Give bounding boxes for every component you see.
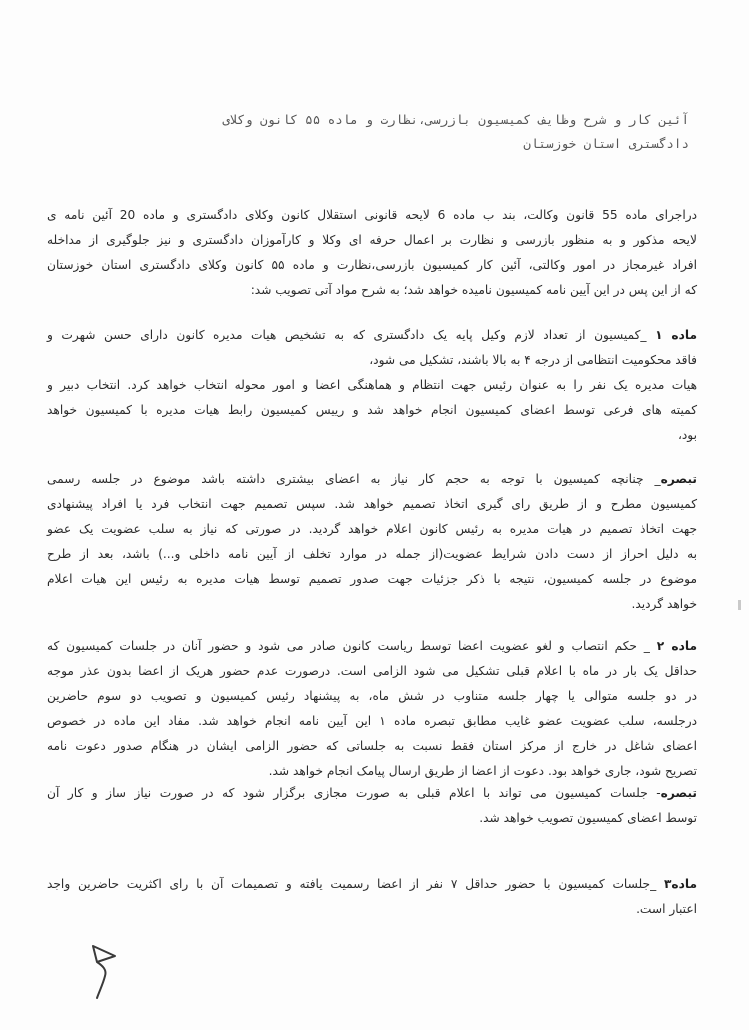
preamble-line: افراد غیرمجاز در امور وکالتی، آئین کار کمیسیون بازرسی،نظارت و ماده ۵۵ کانون وکلای دادگستری استان خوزستان	[47, 258, 697, 272]
article-2-line: تصریح شود، جاری خواهد بود. دعوت از اعضا از طریق ارسال پیامک انجام خواهد شد.	[268, 764, 697, 778]
scan-edge-mark	[738, 600, 741, 610]
article-1-line: کمیته های فرعی توسط اعضای کمیسیون انجام خواهد شد و رییس کمیسیون رابط هیات مدیره با کمیسیون خواهد	[47, 403, 697, 417]
note-1-line: کمیسیون مطرح و از طریق رای گیری اتخاذ تصمیم خواهد شد. سپس تصمیم جهت انتخاب فرد یا افراد پیشنهادی	[47, 497, 697, 511]
article-1-line: هیات مدیره یک نفر را به عنوان رئیس جهت انتظام و هماهنگی اعضا و امور محوله انتخاب خواهد کرد. انتخاب دبیر و	[47, 378, 697, 392]
note-1	[47, 467, 697, 617]
article-1-text: _کمیسیون از تعداد لازم وکیل پایه یک دادگستری که به تشخیص هیات مدیره کانون دارای حسن شهرت و	[47, 328, 647, 342]
note-2	[47, 781, 697, 831]
article-2	[47, 634, 697, 784]
article-3-label: ماده۳	[663, 877, 697, 891]
article-3-line: اعتبار است.	[636, 902, 697, 916]
article-2-line: در دو جلسه متوالی یا چهار جلسه متناوب در شش ماه، به پیشنهاد رئیس کمیسیون و تصویب دو سوم حاضرین	[47, 689, 697, 703]
article-3-text: _جلسات کمیسیون با حضور حداقل ۷ نفر از اعضا رسمیت یافته و تصمیمات آن با رای اکثریت حاضرین واجد	[47, 877, 664, 891]
note-1-line: جهت اتخاذ تصمیم در هیات مدیره به رئیس کانون اعلام خواهد گردید. در صورتی که نیاز به سلب عضویت یک عضو	[47, 522, 697, 536]
title-line-2: دادگستری استان خوزستان	[523, 136, 689, 151]
note-1-label: تبصره	[660, 472, 697, 486]
note-2-line: توسط اعضای کمیسیون تصویب خواهد شد.	[479, 811, 697, 825]
document-title	[49, 108, 689, 156]
article-3	[47, 872, 697, 922]
article-3-line	[47, 872, 697, 897]
article-2-text: _ حکم انتصاب و لغو عضویت اعضا توسط ریاست کانون صادر می شود و حضور آنان در جلسات کمیسیون که	[47, 639, 650, 653]
note-2-text: - جلسات کمیسیون می تواند با اعلام قبلی به صورت مجازی برگزار شود که در صورت نیاز ساز و کار آن	[47, 786, 661, 800]
article-1-line: فاقد محکومیت انتظامی از درجه ۴ به بالا باشند، تشکیل می شود،	[369, 353, 697, 367]
article-1-label: ماده ۱	[655, 328, 698, 342]
article-2-line: حداقل یک بار در ماه با اعلام قبلی تشکیل می شود الزامی است. درصورت عدم حضور هریک از اعضا بدون عذر موجه	[47, 664, 697, 678]
article-2-line: درجلسه، سلب عضویت عضو غایب مطابق تبصره ماده ۱ این آیین نامه انجام خواهد شد. مفاد این ماده در خصوص	[47, 714, 698, 728]
preamble-paragraph	[47, 203, 697, 303]
article-2-label: ماده ۲	[656, 639, 697, 653]
note-1-line: خواهد گردید.	[631, 597, 697, 611]
note-1-line: به دلیل احراز از دست دادن شرایط عضویت(از جمله در موارد تخلف از آیین نامه داخلی و...) باشد، بعد از طرح	[47, 547, 697, 561]
article-1-line: بود،	[677, 428, 697, 442]
note-1-line: موضوع در جلسه کمیسیون، نتیجه با ذکر جزئیات جهت صدور تصمیم توسط هیات مدیره به رئیس این هیات اعلام	[47, 572, 697, 586]
article-2-line	[47, 634, 697, 659]
preamble-line: لایحه مذکور و به منظور بازرسی و نظارت بر اعمال حرفه ای وکلا و کارآموزان دادگستری و نیز جلوگیری از مداخله	[47, 233, 697, 247]
note-2-label: تبصره	[660, 786, 697, 800]
note-1-text: _ چنانچه کمیسیون با توجه به حجم کار نیاز به اعضای بیشتری داشته باشد موضوع در جلسه رسمی	[47, 472, 661, 486]
article-2-line: اعضای شاغل در خارج از مرکز استان فقط نسبت به جلساتی که حضور الزامی ایشان در هنگام صدور دعوت نامه	[47, 739, 697, 753]
title-line-1: آئین کار و شرح وظایف کمیسیون بازرسی،نظارت و ماده ۵۵ کانون وکلای	[222, 112, 689, 127]
article-1-line	[47, 323, 697, 348]
article-1	[47, 323, 697, 448]
note-2-line	[47, 781, 697, 806]
preamble-line: که از این پس در این آیین نامه کمیسیون نامیده خواهد شد؛ به شرح مواد آتی تصویب شد:	[250, 283, 697, 297]
preamble-line: دراجرای ماده 55 قانون وکالت، بند ب ماده 6 لایحه قانونی استقلال کانون وکلای دادگستری و ماده 20 آئین نامه ی	[47, 208, 698, 222]
signature-icon	[85, 940, 135, 1000]
note-1-line	[47, 467, 697, 492]
